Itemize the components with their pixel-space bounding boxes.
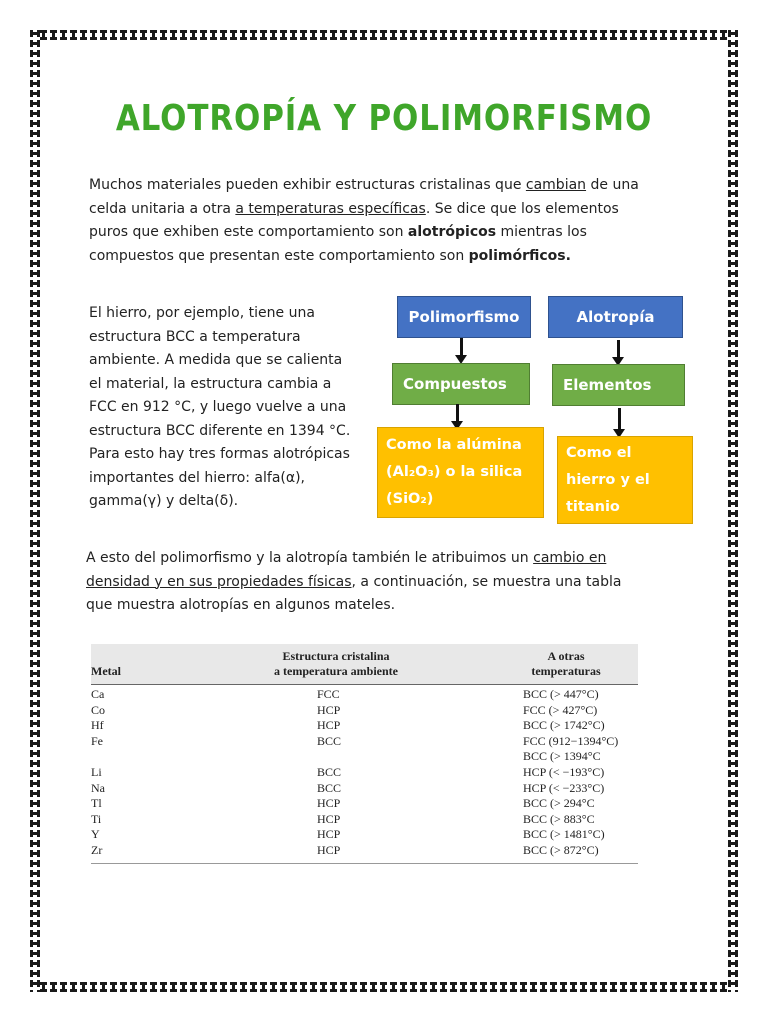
arrow-polimorfismo-compuestos: [460, 338, 463, 356]
cell-estructura: HCP: [317, 718, 341, 733]
closing-underline: cambio en densidad y en sus propiedades físicas: [86, 550, 607, 590]
box-ejemplo-elementos: Como el hierro y el titanio: [557, 436, 693, 524]
cell-metal: Na: [91, 780, 105, 795]
cell-metal: Li: [91, 764, 102, 779]
iron-paragraph: El hierro, por ejemplo, tiene una estructura BCC a temperatura ambiente. A medida que se calienta el material, la estructura cambia a FCC en 912 °C, y luego vuelve a una estructura BCC diferente en 1394 °C. Para esto hay tres formas alotrópicas importantes del hierro: alfa(α), gamma(γ) y delta(δ).: [89, 305, 351, 509]
closing-text-1: A esto del polimorfismo y la alotropía también le atribuimos un: [86, 550, 534, 566]
cell-estructura: HCP: [317, 842, 341, 857]
cell-estructura: BCC: [317, 733, 342, 748]
cell-metal: Y: [91, 827, 100, 842]
cell-otras: BCC (> 883°C: [523, 811, 595, 826]
table-row: [91, 734, 638, 750]
arrow-alotropia-elementos: [617, 340, 620, 358]
page-title: ALOTROPÍA Y POLIMORFISMO: [115, 98, 653, 139]
cell-estructura: BCC: [317, 764, 342, 779]
page-border-top: [30, 30, 738, 40]
table-row: [91, 827, 638, 843]
header-estructura-line2: a temperatura ambiente: [274, 664, 398, 678]
box-ejemplo-compuestos: Como la alúmina (Al₂O₃) o la silica (SiO₂): [377, 427, 544, 518]
cell-metal: Tl: [91, 796, 102, 811]
header-metal: Metal: [91, 664, 121, 678]
header-otras-line2: temperaturas: [531, 664, 601, 678]
box-polimorfismo: Polimorfismo: [397, 296, 531, 338]
page-border-bottom: [30, 982, 738, 992]
cell-metal: Ti: [91, 811, 102, 826]
intro-bold-alotropicos: alotrópicos: [407, 224, 497, 240]
table-row: [91, 796, 638, 812]
cell-otras: BCC (> 1394°C: [523, 749, 601, 764]
cell-estructura: HCP: [317, 811, 341, 826]
cell-otras: BCC (> 447°C): [523, 687, 599, 701]
closing-paragraph: [86, 547, 646, 618]
page-border-left: [30, 30, 40, 992]
table-row: [91, 781, 638, 797]
table-body: [91, 684, 638, 864]
table-row: [91, 749, 638, 765]
cell-otras: HCP (< −233°C): [523, 780, 605, 795]
cell-metal: Ca: [91, 687, 105, 701]
cell-metal: Hf: [91, 718, 104, 733]
table-row: [91, 687, 638, 703]
intro-text-2: de una celda unitaria a otra: [89, 177, 639, 217]
arrow-compuestos-ejemplo: [456, 404, 459, 422]
table-row: [91, 812, 638, 828]
cell-otras: BCC (> 872°C): [523, 842, 599, 857]
table-header: [91, 644, 638, 684]
cell-otras: BCC (> 1481°C): [523, 827, 605, 842]
arrow-elementos-ejemplo: [618, 408, 621, 430]
cell-metal: Fe: [91, 733, 103, 748]
box-elementos: Elementos: [552, 364, 685, 406]
intro-text-4: mientras los compuestos que presentan este comportamiento son: [89, 224, 587, 264]
closing-text-2: , a continuación, se muestra una tabla que muestra alotropías en algunos mateles.: [86, 573, 622, 613]
cell-otras: BCC (> 1742°C): [523, 718, 605, 733]
intro-paragraph: [89, 174, 649, 268]
table-row: [91, 765, 638, 781]
intro-underline-temperaturas: a temperaturas específicas: [235, 200, 426, 217]
cell-otras: FCC (> 427°C): [523, 702, 598, 717]
cell-estructura: HCP: [317, 796, 341, 811]
cell-metal: Zr: [91, 842, 103, 857]
box-compuestos: Compuestos: [392, 363, 530, 405]
intro-bold-polimorficos: polimórficos.: [468, 247, 571, 264]
intro-underline-cambian: cambian: [525, 177, 587, 193]
cell-otras: HCP (< −193°C): [523, 764, 605, 779]
table-row: [91, 843, 638, 859]
allotropy-table: [91, 644, 638, 864]
cell-estructura: FCC: [317, 687, 340, 701]
cell-otras: BCC (> 294°C: [523, 796, 595, 811]
cell-metal: Co: [91, 702, 106, 717]
cell-estructura: BCC: [317, 780, 342, 795]
cell-estructura: HCP: [317, 827, 341, 842]
cell-estructura: HCP: [317, 702, 341, 717]
table-row: [91, 703, 638, 719]
cell-otras: FCC (912−1394°C): [523, 733, 619, 748]
page-border-right: [728, 30, 738, 992]
intro-text-1: Muchos materiales pueden exhibir estructuras cristalinas que: [89, 177, 526, 193]
header-otras-line1: A otras: [547, 649, 585, 663]
header-estructura-line1: Estructura cristalina: [282, 649, 390, 663]
table-row: [91, 718, 638, 734]
box-alotropia: Alotropía: [548, 296, 683, 338]
intro-text-3: . Se dice que los elementos puros que exhiben este comportamiento son: [89, 200, 619, 240]
